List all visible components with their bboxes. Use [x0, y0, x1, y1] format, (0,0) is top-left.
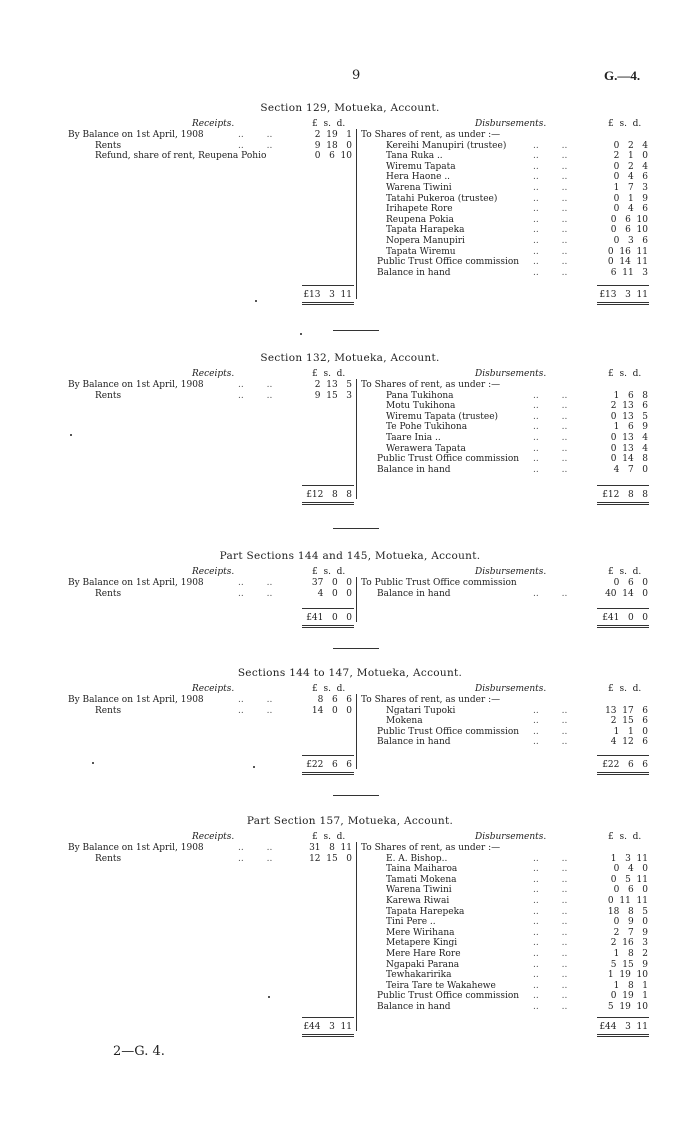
disbursement-amount: 0 3 6	[613, 236, 648, 246]
disbursement-amount: 4 7 0	[613, 464, 648, 475]
leader-dots: .. ..	[533, 214, 568, 225]
receipts-total: £22 6 6	[306, 760, 352, 770]
disbursement-amount: 0 6 0	[613, 885, 648, 896]
leader-dots: .. ..	[533, 236, 568, 246]
leader-dots: .. ..	[238, 380, 273, 390]
total-double-rule	[302, 1034, 354, 1037]
disbursement-label: Tini Pere ..	[386, 917, 436, 928]
disbursement-label: Taina Maiharoa	[386, 864, 458, 875]
disbursement-amount: 0 13 5	[610, 411, 648, 422]
disbursement-label: Tapata Harepeka	[386, 906, 465, 917]
section-separator	[333, 528, 379, 529]
total-double-rule	[597, 625, 649, 628]
leader-dots: .. ..	[533, 193, 568, 204]
disbursement-label: Public Trust Office commission	[377, 991, 520, 1002]
receipts-lsd-header: £ s. d.	[312, 684, 346, 694]
receipt-label: By Balance on 1st April, 1908	[68, 380, 204, 390]
disbursement-label: E. A. Bishop..	[386, 853, 448, 864]
disbursements-total: £44 3 11	[599, 1022, 648, 1032]
total-double-rule	[302, 772, 354, 775]
total-rule	[597, 608, 649, 609]
total-double-rule	[597, 772, 649, 775]
total-double-rule	[597, 502, 649, 505]
leader-dots: .. ..	[533, 390, 568, 401]
print-speck	[253, 766, 255, 768]
disbursement-amount: 0 5 11	[610, 874, 648, 885]
disbursement-label: Mere Hare Rore	[386, 949, 461, 959]
disbursement-label: Tapata Wiremu	[386, 246, 456, 257]
leader-dots: .. ..	[533, 257, 568, 268]
disbursement-amount: 0 4 0	[613, 864, 648, 875]
disbursements-header: Disbursements.	[475, 119, 547, 129]
disbursement-label: Taare Inia ..	[386, 433, 441, 443]
disbursement-amount: 0 6 0	[613, 578, 648, 588]
column-divider	[356, 379, 357, 499]
print-speck	[70, 434, 72, 436]
leader-dots: .. ..	[533, 267, 568, 278]
disbursement-amount: 0 9 0	[613, 917, 648, 928]
leader-dots: .. ..	[238, 140, 273, 151]
receipts-lsd-header: £ s. d.	[312, 369, 346, 379]
receipt-label: Rents	[95, 705, 122, 716]
account-title: Section 129, Motueka, Account.	[260, 102, 440, 114]
disbursement-amount: 1 8 1	[613, 980, 648, 991]
leader-dots: .. ..	[533, 938, 568, 949]
leader-dots: .. ..	[238, 853, 273, 864]
disbursement-amount: 2 13 6	[610, 401, 648, 412]
disbursement-label: Mere Wirihana	[386, 927, 455, 938]
receipt-amount: 37 0 0	[311, 578, 352, 588]
account-section	[0, 352, 700, 500]
print-speck	[255, 300, 257, 302]
receipt-amount: 2 13 5	[314, 380, 352, 390]
disbursement-amount: 0 4 6	[613, 172, 648, 183]
disbursement-amount: 0 13 4	[610, 433, 648, 443]
total-double-rule	[597, 1034, 649, 1037]
disbursement-label: Tewhakaririka	[386, 970, 452, 981]
leader-dots: .. ..	[533, 422, 568, 433]
receipt-label: By Balance on 1st April, 1908	[68, 578, 204, 588]
disbursement-amount: 0 14 8	[610, 454, 648, 465]
receipt-amount: 0 6 10	[314, 151, 352, 162]
leader-dots: .. ..	[533, 172, 568, 183]
disbursement-amount: 1 6 9	[613, 422, 648, 433]
account-section	[0, 550, 700, 623]
disbursement-amount: 4 12 6	[610, 737, 648, 748]
receipt-label: Rents	[95, 853, 122, 864]
disbursement-amount: 0 14 11	[607, 257, 648, 268]
leader-dots: .. ..	[533, 874, 568, 885]
total-double-rule	[597, 302, 649, 305]
leader-dots: .. ..	[533, 959, 568, 970]
disbursement-label: Motu Tukihona	[386, 401, 456, 412]
section-separator	[333, 795, 379, 796]
disbursement-amount: 5 19 10	[607, 1002, 648, 1012]
disbursement-label: Warena Tiwini	[386, 183, 452, 193]
receipt-label: By Balance on 1st April, 1908	[68, 843, 204, 853]
document-reference: G.—4.	[604, 68, 641, 83]
receipt-label: By Balance on 1st April, 1908	[68, 695, 204, 705]
print-speck	[92, 762, 94, 764]
disbursement-amount: 2 1 0	[613, 151, 648, 162]
account-section	[0, 815, 700, 1032]
receipts-total: £44 3 11	[303, 1022, 352, 1032]
disbursement-label: Hera Haone ..	[386, 172, 451, 183]
leader-dots: .. ..	[533, 161, 568, 172]
disbursement-label: Reupena Pokia	[386, 214, 454, 225]
disbursement-amount: 1 7 3	[613, 183, 648, 193]
disbursement-label: Balance in hand	[377, 1002, 451, 1012]
receipt-amount: 12 15 0	[309, 853, 352, 864]
receipt-label: Rents	[95, 390, 122, 401]
leader-dots: .. ..	[533, 443, 568, 454]
leader-dots: .. ..	[533, 917, 568, 928]
leader-dots: .. ..	[533, 151, 568, 162]
disbursement-label: Ngatari Tupoki	[386, 705, 456, 716]
disbursement-label: Tana Ruka ..	[386, 151, 443, 162]
disbursement-label: Karewa Riwai	[386, 896, 450, 906]
account-title: Part Sections 144 and 145, Motueka, Account.	[219, 550, 481, 562]
disbursement-amount: 40 14 0	[605, 588, 648, 599]
disbursement-amount: 0 4 6	[613, 204, 648, 215]
receipt-amount: 9 18 0	[314, 140, 352, 151]
disbursement-label: Balance in hand	[377, 464, 451, 475]
disbursement-label: Public Trust Office commission	[377, 454, 520, 465]
leader-dots: .. ..	[533, 853, 568, 864]
disbursement-amount: 0 11 11	[607, 896, 648, 906]
print-speck	[268, 996, 270, 998]
disbursement-amount: 13 17 6	[605, 705, 648, 716]
disbursement-amount: 0 19 1	[610, 991, 648, 1002]
receipts-header: Receipts.	[192, 369, 235, 379]
disbursement-amount: 0 13 4	[610, 443, 648, 454]
total-double-rule	[302, 502, 354, 505]
disbursement-label: Wiremu Tapata	[386, 161, 456, 172]
disbursement-label: To Shares of rent, as under :—	[361, 695, 501, 705]
receipts-header: Receipts.	[192, 567, 235, 577]
receipt-amount: 4 0 0	[317, 588, 352, 599]
leader-dots: .. ..	[533, 991, 568, 1002]
total-double-rule	[302, 302, 354, 305]
leader-dots: .. ..	[533, 970, 568, 981]
leader-dots: .. ..	[533, 401, 568, 412]
receipts-lsd-header: £ s. d.	[312, 832, 346, 842]
leader-dots: .. ..	[533, 949, 568, 959]
leader-dots: .. ..	[533, 896, 568, 906]
total-rule	[302, 485, 354, 486]
leader-dots: .. ..	[533, 588, 568, 599]
leader-dots: .. ..	[238, 390, 273, 401]
disbursements-lsd-header: £ s. d.	[608, 684, 642, 694]
account-title: Section 132, Motueka, Account.	[260, 352, 440, 364]
total-rule	[597, 485, 649, 486]
leader-dots: .. ..	[533, 225, 568, 236]
receipt-amount: 14 0 0	[311, 705, 352, 716]
disbursement-amount: 1 3 11	[610, 853, 648, 864]
disbursement-label: Nopera Manupiri	[386, 236, 465, 246]
receipt-amount: 2 19 1	[314, 130, 352, 140]
disbursement-amount: 0 2 4	[613, 161, 648, 172]
leader-dots: .. ..	[238, 578, 273, 588]
leader-dots: .. ..	[533, 140, 568, 151]
receipt-label: Rents	[95, 588, 122, 599]
disbursement-label: Kereihi Manupiri (trustee)	[386, 140, 507, 151]
receipts-total: £12 8 8	[306, 490, 352, 500]
leader-dots: .. ..	[238, 695, 273, 705]
leader-dots: .. ..	[533, 1002, 568, 1012]
disbursement-amount: 2 16 3	[610, 938, 648, 949]
leader-dots: .. ..	[533, 716, 568, 727]
total-rule	[597, 1017, 649, 1018]
disbursement-label: Balance in hand	[377, 588, 451, 599]
disbursement-amount: 0 2 4	[613, 140, 648, 151]
disbursement-amount: 2 7 9	[613, 927, 648, 938]
print-speck	[300, 333, 302, 335]
leader-dots: .. ..	[533, 726, 568, 737]
receipts-lsd-header: £ s. d.	[312, 119, 346, 129]
leader-dots: .. ..	[533, 864, 568, 875]
receipts-total: £41 0 0	[306, 613, 352, 623]
receipt-label: By Balance on 1st April, 1908	[68, 130, 204, 140]
total-rule	[302, 1017, 354, 1018]
total-rule	[302, 608, 354, 609]
receipt-amount: 31 8 11	[309, 843, 352, 853]
column-divider	[356, 129, 357, 299]
disbursements-total: £13 3 11	[599, 290, 648, 300]
disbursement-label: Tamati Mokena	[386, 874, 457, 885]
column-divider	[356, 842, 357, 1031]
account-section	[0, 667, 700, 770]
total-rule	[597, 285, 649, 286]
account-title: Part Section 157, Motueka, Account.	[246, 815, 454, 827]
disbursements-header: Disbursements.	[475, 567, 547, 577]
disbursement-amount: 18 8 5	[607, 906, 648, 917]
section-separator	[333, 648, 379, 649]
disbursements-header: Disbursements.	[475, 684, 547, 694]
disbursement-amount: 1 8 2	[613, 949, 648, 959]
page-number: 9	[352, 68, 361, 83]
receipts-header: Receipts.	[192, 119, 235, 129]
disbursement-label: Teira Tare te Wakahewe	[386, 980, 496, 991]
disbursements-lsd-header: £ s. d.	[608, 119, 642, 129]
receipts-lsd-header: £ s. d.	[312, 567, 346, 577]
column-divider	[356, 577, 357, 622]
leader-dots: .. ..	[533, 885, 568, 896]
disbursement-label: Balance in hand	[377, 267, 451, 278]
disbursements-header: Disbursements.	[475, 369, 547, 379]
leader-dots: .. ..	[533, 980, 568, 991]
leader-dots: .. ..	[533, 433, 568, 443]
disbursement-label: Public Trust Office commission	[377, 257, 520, 268]
disbursement-label: Tatahi Pukeroa (trustee)	[386, 193, 498, 204]
disbursement-label: Pana Tukihona	[386, 390, 454, 401]
disbursements-lsd-header: £ s. d.	[608, 567, 642, 577]
disbursement-label: Wiremu Tapata (trustee)	[386, 411, 499, 422]
disbursement-label: Metapere Kingi	[386, 938, 458, 949]
disbursements-lsd-header: £ s. d.	[608, 832, 642, 842]
receipts-header: Receipts.	[192, 684, 235, 694]
leader-dots: .. ..	[533, 454, 568, 465]
receipt-amount: 9 15 3	[314, 390, 352, 401]
disbursement-label: Balance in hand	[377, 737, 451, 748]
leader-dots: .. ..	[533, 183, 568, 193]
leader-dots: .. ..	[533, 705, 568, 716]
disbursement-amount: 1 19 10	[607, 970, 648, 981]
total-double-rule	[302, 625, 354, 628]
receipts-header: Receipts.	[192, 832, 235, 842]
receipt-amount: 8 6 6	[317, 695, 352, 705]
column-divider	[356, 694, 357, 769]
disbursement-label: To Shares of rent, as under :—	[361, 843, 501, 853]
disbursement-amount: 6 11 3	[610, 267, 648, 278]
disbursement-label: Werawera Tapata	[386, 443, 466, 454]
disbursement-label: Irihapete Rore	[386, 204, 453, 215]
receipts-total: £13 3 11	[303, 290, 352, 300]
account-title: Sections 144 to 147, Motueka, Account.	[237, 667, 463, 679]
disbursement-label: To Shares of rent, as under :—	[361, 380, 501, 390]
total-rule	[597, 755, 649, 756]
leader-dots: .. ..	[533, 906, 568, 917]
leader-dots: .. ..	[238, 705, 273, 716]
leader-dots: .. ..	[533, 464, 568, 475]
leader-dots: .. ..	[533, 737, 568, 748]
total-rule	[302, 755, 354, 756]
leader-dots: .. ..	[238, 130, 273, 140]
disbursement-label: Public Trust Office commission	[377, 726, 520, 737]
leader-dots: .. ..	[533, 204, 568, 215]
leader-dots: .. ..	[533, 927, 568, 938]
disbursements-total: £12 8 8	[602, 490, 648, 500]
leader-dots: .. ..	[238, 843, 273, 853]
disbursement-label: Ngapaki Parana	[386, 959, 460, 970]
disbursement-label: To Public Trust Office commission	[361, 578, 517, 588]
disbursement-amount: 0 1 9	[613, 193, 648, 204]
disbursements-total: £41 0 0	[602, 613, 648, 623]
disbursements-total: £22 6 6	[602, 760, 648, 770]
account-section	[0, 102, 700, 300]
disbursement-label: Te Pohe Tukihona	[386, 422, 468, 433]
disbursement-amount: 2 15 6	[610, 716, 648, 727]
disbursement-amount: 0 6 10	[610, 225, 648, 236]
total-rule	[302, 285, 354, 286]
leader-dots: .. ..	[533, 411, 568, 422]
disbursement-amount: 0 16 11	[607, 246, 648, 257]
disbursement-label: To Shares of rent, as under :—	[361, 130, 501, 140]
receipt-label: Rents	[95, 140, 122, 151]
disbursement-amount: 1 6 8	[613, 390, 648, 401]
page-footer: 2—G. 4.	[113, 1044, 165, 1059]
disbursement-amount: 5 15 9	[610, 959, 648, 970]
receipt-label: Refund, share of rent, Reupena Pohio	[95, 151, 267, 162]
disbursements-header: Disbursements.	[475, 832, 547, 842]
leader-dots: .. ..	[533, 246, 568, 257]
disbursement-label: Tapata Harapeka	[386, 225, 465, 236]
disbursement-label: Warena Tiwini	[386, 885, 452, 896]
disbursement-amount: 0 6 10	[610, 214, 648, 225]
disbursement-amount: 1 1 0	[613, 726, 648, 737]
leader-dots: .. ..	[238, 588, 273, 599]
disbursements-lsd-header: £ s. d.	[608, 369, 642, 379]
disbursement-label: Mokena	[386, 716, 423, 727]
section-separator	[333, 330, 379, 331]
